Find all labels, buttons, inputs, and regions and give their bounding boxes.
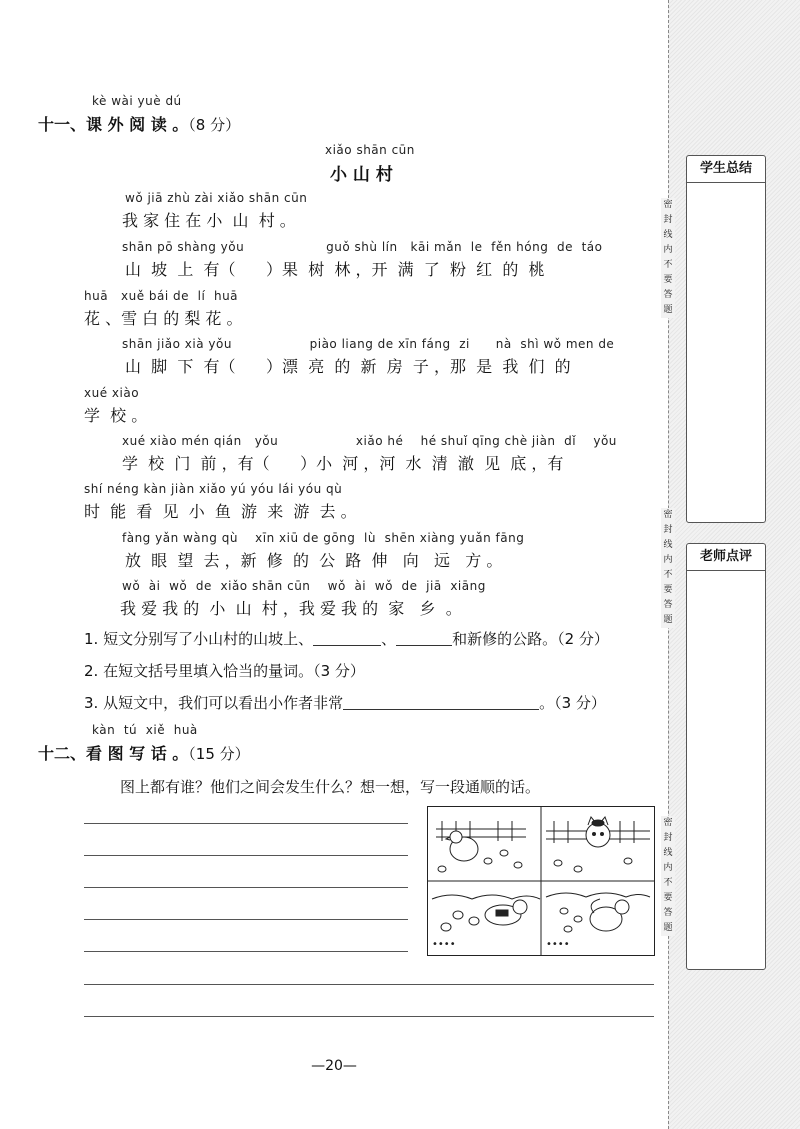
seal-notice-top: 密 封 线 内 不 要 答 题 [661,198,675,318]
story-line-6-pinyin: xué xiào mén qián yǒu xiǎo hé hé shuǐ qīng chè jiàn dǐ yǒu [122,434,617,448]
writing-line[interactable] [84,951,408,952]
picture-drawing [428,807,654,955]
story-line-5-pinyin: xué xiào [84,386,140,400]
story-line-8-pinyin: fàng yǎn wàng qù xīn xiū de gōng lù shēn xiàng yuǎn fāng [122,531,525,545]
section12-score: （15 分） [188,745,250,763]
section11-score: （8 分） [188,116,241,134]
story-line-1: 我 家 住 在 小 山 村 。 [122,211,296,230]
student-summary-title: 学生总结 [687,156,765,183]
story-line-6: 学 校 门 前 ，有（ ）小 河 ，河 水 清 澈 见 底 ，有 [122,454,564,473]
q1-blank-2[interactable] [396,631,452,646]
panel-3-caption: •••• [432,939,456,950]
story-line-9-pinyin: wǒ ài wǒ de xiǎo shān cūn wǒ ài wǒ de jiā xiāng [122,579,486,593]
story-line-2: 山 坡 上 有（ ）果 树 林 ，开 满 了 粉 红 的 桃 [125,260,545,279]
story-line-4-pinyin: shān jiǎo xià yǒu piào liang de xīn fáng zi nà shì wǒ men de [122,337,615,351]
q1-blank-1[interactable] [313,631,381,646]
writing-line[interactable] [84,1016,654,1017]
story-title: 小 山 村 [330,165,393,185]
section12-title: 十二、看 图 写 话 。 [38,744,189,763]
section12-pinyin: kàn tú xiě huà [92,723,198,737]
teacher-comment-title: 老师点评 [687,544,765,571]
story-line-3: 花 、雪 白 的 梨 花 。 [84,309,243,328]
teacher-comment-box[interactable] [686,543,766,970]
question-3: 3. 从短文中，我们可以看出小作者非常 。（3 分） [84,694,606,712]
seal-notice-bottom: 密 封 线 内 不 要 答 题 [661,816,675,936]
story-line-5: 学 校 。 [84,406,148,425]
panel-4-hen-protecting [546,893,650,950]
question-2: 2. 在短文括号里填入恰当的量词。（3 分） [84,662,365,680]
panel-2-cat-at-fence [546,817,650,872]
seal-notice-middle: 密 封 线 内 不 要 答 题 [661,508,675,628]
section12-heading [38,741,250,764]
story-line-3-pinyin: huā xuě bái de lí huā [84,289,239,303]
writing-line[interactable] [84,919,408,920]
story-line-2-pinyin: shān pō shàng yǒu guǒ shù lín kāi mǎn le fěn hóng de táo [122,240,603,254]
section11-pinyin: kè wài yuè dú [92,94,182,108]
page-number: —20— [311,1058,357,1074]
student-summary-box[interactable] [686,155,766,523]
story-line-7-pinyin: shí néng kàn jiàn xiǎo yú yóu lái yóu qù [84,482,343,496]
writing-line[interactable] [84,887,408,888]
panel-1-hen-and-chicks [436,821,526,872]
story-line-9: 我 爱 我 的 小 山 村 ，我 爱 我 的 家 乡 。 [120,599,462,618]
story-line-1-pinyin: wǒ jiā zhù zài xiǎo shān cūn [125,191,308,205]
writing-line[interactable] [84,855,408,856]
question-1: 1. 短文分别写了小山村的山坡上、 、 和新修的公路。（2 分） [84,630,609,648]
q3-blank[interactable] [343,695,539,710]
section11-title: 十一、课 外 阅 读 。 [38,115,189,134]
panel-3-cat-chasing [432,895,540,950]
writing-prompt: 图上都有谁？他们之间会发生什么？想一想，写一段通顺的话。 [120,778,541,796]
section11-heading [38,112,240,135]
panel-4-caption: •••• [546,939,570,950]
story-title-pinyin: xiǎo shān cūn [325,143,415,157]
writing-line[interactable] [84,984,654,985]
story-line-4: 山 脚 下 有（ ）漂 亮 的 新 房 子 ，那 是 我 们 的 [125,357,571,376]
writing-line[interactable] [84,823,408,824]
four-panel-picture [427,806,655,956]
story-line-7: 时 能 看 见 小 鱼 游 来 游 去 。 [84,502,357,521]
story-line-8: 放 眼 望 去 ，新 修 的 公 路 伸 向 远 方 。 [125,551,503,570]
